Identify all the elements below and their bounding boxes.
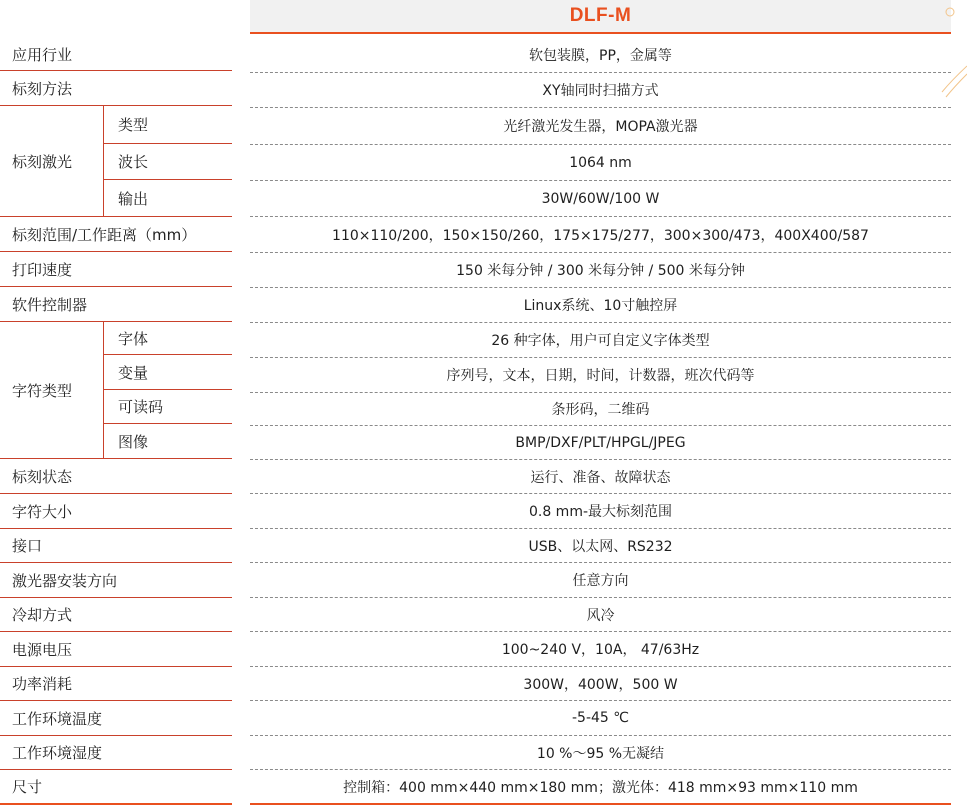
label-application: 应用行业 [0,38,232,71]
value-mounting: 任意方向 [250,563,951,598]
label-temp: 工作环境温度 [0,701,232,736]
label-chars: 字符类型 [0,322,104,458]
value-voltage: 100~240 V，10A， 47/63Hz [250,632,951,667]
value-interface: USB、以太网、RS232 [250,529,951,563]
value-laser-wavelength: 1064 nm [250,145,951,181]
label-mounting: 激光器安装方向 [0,563,232,598]
value-temp: -5-45 ℃ [250,701,951,736]
value-chars-readable: 条形码，二维码 [250,393,951,426]
label-size: 尺寸 [12,778,43,796]
group-laser [0,106,232,217]
label-chars-readable: 可读码 [104,390,232,424]
value-charsize: 0.8 mm-最大标刻范围 [250,494,951,529]
label-chars-image: 图像 [118,432,149,451]
label-status: 标刻状态 [0,459,232,494]
label-speed: 打印速度 [0,252,232,287]
value-laser-type: 光纤激光发生器，MOPA激光器 [250,108,951,145]
label-chars-font: 字体 [104,322,232,355]
label-range: 标刻范围/工作距离（mm） [0,217,232,252]
value-controller: Linux系统、10寸触控屏 [250,288,951,323]
label-laser-type: 类型 [104,106,232,144]
value-humidity: 10 %～95 %无凝结 [250,736,951,770]
label-laser-wavelength: 波长 [104,144,232,180]
value-chars-font: 26 种字体，用户可自定义字体类型 [250,323,951,358]
bottom-rule-left [0,803,232,805]
label-voltage: 电源电压 [0,632,232,667]
value-application: 软包装膜，PP，金属等 [250,38,951,73]
label-cooling: 冷却方式 [0,598,232,632]
label-power: 功率消耗 [0,667,232,701]
table-header [250,0,951,34]
label-interface: 接口 [0,529,232,563]
label-method: 标刻方法 [0,71,232,106]
model-title: DLF-M [569,5,632,26]
label-chars-variable: 变量 [104,355,232,390]
value-power: 300W，400W，500 W [250,667,951,701]
value-speed: 150 米每分钟 / 300 米每分钟 / 500 米每分钟 [250,253,951,288]
value-cooling: 风冷 [250,598,951,632]
group-chars [0,322,232,459]
value-status: 运行、准备、故障状态 [250,460,951,494]
value-range: 110×110/200，150×150/260，175×175/277，300×300/473，400X400/587 [250,217,951,253]
value-chars-image: BMP/DXF/PLT/HPGL/JPEG [250,426,951,460]
label-humidity: 工作环境湿度 [0,736,232,770]
label-laser: 标刻激光 [0,106,104,216]
label-laser-output: 输出 [118,189,149,208]
label-charsize: 字符大小 [0,494,232,529]
value-size: 控制箱：400 mm×440 mm×180 mm；激光体：418 mm×93 mm×110 mm [250,770,951,805]
value-chars-variable: 序列号，文本，日期，时间，计数器，班次代码等 [250,358,951,393]
value-method: XY轴同时扫描方式 [250,73,951,108]
label-controller: 软件控制器 [0,287,232,322]
value-laser-output: 30W/60W/100 W [250,181,951,217]
